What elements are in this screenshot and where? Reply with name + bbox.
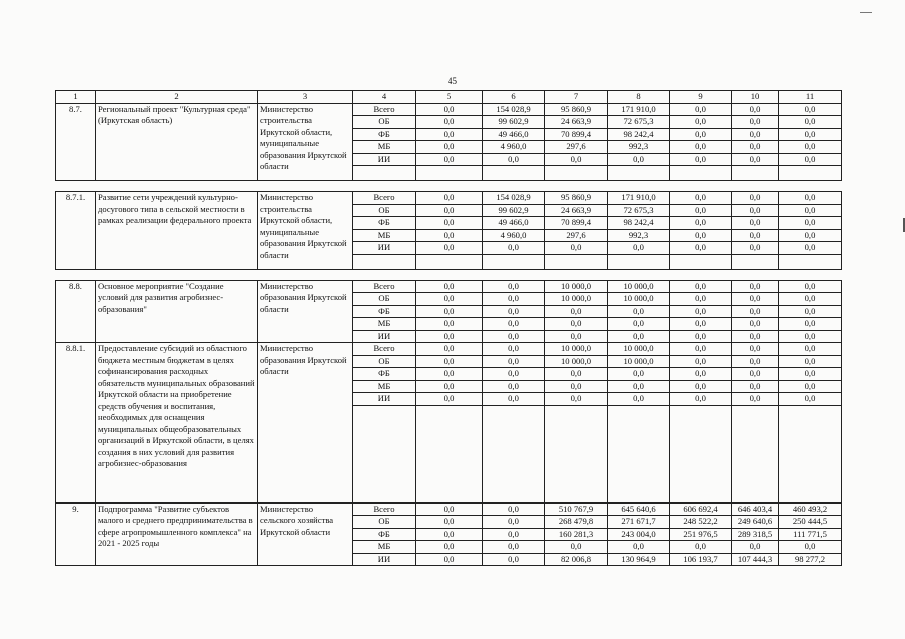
amount-cell: 0,0 (483, 541, 545, 554)
funding-source: ОБ (353, 116, 416, 129)
amount-cell: 4 960,0 (483, 141, 545, 154)
amount-cell: 249 640,6 (732, 516, 779, 529)
funding-source: ФБ (353, 217, 416, 230)
amount-cell: 24 663,9 (545, 116, 608, 129)
header-cell: 11 (779, 91, 842, 104)
section-executor: Министерство строительства Иркутской области, муниципальные образования Иркутской области (258, 192, 353, 270)
amount-cell: 0,0 (545, 368, 608, 381)
gap-cell (56, 181, 842, 192)
funding-source: ИИ (353, 330, 416, 343)
empty-cell (608, 254, 670, 269)
section-number: 8.7.1. (56, 192, 96, 270)
amount-cell: 0,0 (416, 355, 483, 368)
amount-cell: 0,0 (483, 553, 545, 566)
section-executor: Министерство сельского хозяйства Иркутской области (258, 503, 353, 566)
amount-cell: 4 960,0 (483, 229, 545, 242)
amount-cell: 0,0 (670, 128, 732, 141)
amount-cell: 0,0 (732, 541, 779, 554)
empty-cell (416, 166, 483, 181)
amount-cell: 0,0 (732, 368, 779, 381)
amount-cell: 0,0 (779, 343, 842, 356)
amount-cell: 0,0 (670, 368, 732, 381)
amount-cell: 0,0 (779, 229, 842, 242)
amount-cell: 10 000,0 (545, 343, 608, 356)
amount-cell: 0,0 (416, 503, 483, 516)
amount-cell: 0,0 (670, 229, 732, 242)
amount-cell: 0,0 (483, 318, 545, 331)
scan-artifact (860, 12, 872, 13)
section-number: 8.7. (56, 103, 96, 181)
amount-cell: 0,0 (670, 293, 732, 306)
section-number: 8.8.1. (56, 343, 96, 503)
funding-source: ОБ (353, 204, 416, 217)
amount-cell: 0,0 (670, 393, 732, 406)
amount-cell: 0,0 (545, 541, 608, 554)
funding-source: ОБ (353, 293, 416, 306)
amount-cell: 0,0 (416, 229, 483, 242)
empty-cell (670, 166, 732, 181)
amount-cell: 0,0 (779, 541, 842, 554)
funding-source: Всего (353, 343, 416, 356)
amount-cell: 154 028,9 (483, 103, 545, 116)
section-executor: Министерство образования Иркутской области (258, 343, 353, 503)
section-number: 9. (56, 503, 96, 566)
amount-cell: 0,0 (416, 116, 483, 129)
empty-cell (545, 254, 608, 269)
header-cell: 10 (732, 91, 779, 104)
amount-cell: 0,0 (779, 368, 842, 381)
amount-cell: 0,0 (779, 242, 842, 255)
amount-cell: 0,0 (732, 393, 779, 406)
amount-cell: 24 663,9 (545, 204, 608, 217)
amount-cell: 0,0 (779, 141, 842, 154)
empty-cell (353, 254, 416, 269)
amount-cell: 297,6 (545, 141, 608, 154)
amount-cell: 0,0 (483, 305, 545, 318)
amount-cell: 0,0 (779, 330, 842, 343)
section-executor: Министерство образования Иркутской области (258, 280, 353, 343)
amount-cell: 0,0 (483, 330, 545, 343)
amount-cell: 271 671,7 (608, 516, 670, 529)
amount-cell: 72 675,3 (608, 116, 670, 129)
amount-cell: 0,0 (608, 305, 670, 318)
amount-cell: 0,0 (779, 153, 842, 166)
amount-cell: 0,0 (483, 343, 545, 356)
empty-cell (483, 166, 545, 181)
empty-cell (670, 405, 732, 502)
amount-cell: 0,0 (416, 330, 483, 343)
amount-cell: 0,0 (545, 393, 608, 406)
amount-cell: 0,0 (732, 153, 779, 166)
amount-cell: 82 006,8 (545, 553, 608, 566)
amount-cell: 606 692,4 (670, 503, 732, 516)
funding-source: ОБ (353, 355, 416, 368)
header-cell: 3 (258, 91, 353, 104)
amount-cell: 0,0 (545, 318, 608, 331)
amount-cell: 0,0 (670, 192, 732, 205)
amount-cell: 0,0 (670, 204, 732, 217)
header-row (56, 91, 842, 104)
amount-cell: 10 000,0 (545, 280, 608, 293)
amount-cell: 0,0 (608, 242, 670, 255)
funding-source: ФБ (353, 305, 416, 318)
amount-cell: 0,0 (416, 192, 483, 205)
amount-cell: 0,0 (732, 293, 779, 306)
amount-cell: 0,0 (483, 153, 545, 166)
amount-cell: 0,0 (732, 141, 779, 154)
funding-source: ИИ (353, 393, 416, 406)
section-title: Подпрограмма "Развитие субъектов малого и среднего предпринимательства в сфере агропромышленного комплекса" на 2021 - 2025 годы (96, 503, 258, 566)
amount-cell: 0,0 (608, 380, 670, 393)
amount-cell: 0,0 (779, 204, 842, 217)
header-cell: 2 (96, 91, 258, 104)
amount-cell: 0,0 (483, 355, 545, 368)
empty-cell (779, 166, 842, 181)
amount-cell: 0,0 (416, 204, 483, 217)
header-cell: 9 (670, 91, 732, 104)
amount-cell: 0,0 (670, 343, 732, 356)
funding-source: ИИ (353, 553, 416, 566)
empty-cell (779, 405, 842, 502)
header-cell: 6 (483, 91, 545, 104)
amount-cell: 0,0 (732, 116, 779, 129)
amount-cell: 0,0 (416, 553, 483, 566)
amount-cell: 0,0 (416, 153, 483, 166)
amount-cell: 0,0 (483, 368, 545, 381)
amount-cell: 0,0 (483, 380, 545, 393)
empty-cell (779, 254, 842, 269)
header-cell: 7 (545, 91, 608, 104)
section-title: Развитие сети учреждений культурно-досугового типа в сельской местности в рамках реализации федерального проекта (96, 192, 258, 270)
amount-cell: 10 000,0 (608, 355, 670, 368)
amount-cell: 0,0 (608, 541, 670, 554)
funding-source: МБ (353, 380, 416, 393)
amount-cell: 0,0 (608, 330, 670, 343)
amount-cell: 154 028,9 (483, 192, 545, 205)
amount-cell: 0,0 (670, 103, 732, 116)
amount-cell: 0,0 (779, 355, 842, 368)
amount-cell: 0,0 (779, 380, 842, 393)
amount-cell: 0,0 (483, 528, 545, 541)
budget-table (55, 90, 842, 566)
amount-cell: 0,0 (732, 318, 779, 331)
amount-cell: 0,0 (670, 280, 732, 293)
funding-source: ИИ (353, 153, 416, 166)
empty-cell (608, 405, 670, 502)
amount-cell: 0,0 (416, 541, 483, 554)
section-title: Региональный проект "Культурная среда" (Иркутская область) (96, 103, 258, 181)
amount-cell: 0,0 (670, 153, 732, 166)
amount-cell: 95 860,9 (545, 192, 608, 205)
empty-cell (732, 166, 779, 181)
amount-cell: 0,0 (416, 103, 483, 116)
amount-cell: 0,0 (670, 541, 732, 554)
section-gap (56, 269, 842, 280)
empty-cell (545, 405, 608, 502)
amount-cell: 0,0 (416, 516, 483, 529)
funding-source: МБ (353, 541, 416, 554)
amount-cell: 0,0 (670, 217, 732, 230)
amount-cell: 171 910,0 (608, 103, 670, 116)
amount-cell: 0,0 (779, 393, 842, 406)
amount-cell: 0,0 (416, 217, 483, 230)
amount-cell: 70 899,4 (545, 217, 608, 230)
table-row (56, 503, 842, 516)
amount-cell: 0,0 (545, 380, 608, 393)
amount-cell: 98 242,4 (608, 128, 670, 141)
funding-source: Всего (353, 103, 416, 116)
funding-source: МБ (353, 318, 416, 331)
amount-cell: 0,0 (608, 368, 670, 381)
amount-cell: 0,0 (732, 192, 779, 205)
amount-cell: 111 771,5 (779, 528, 842, 541)
amount-cell: 0,0 (416, 393, 483, 406)
amount-cell: 0,0 (732, 217, 779, 230)
amount-cell: 645 640,6 (608, 503, 670, 516)
amount-cell: 0,0 (416, 293, 483, 306)
amount-cell: 171 910,0 (608, 192, 670, 205)
table-row (56, 103, 842, 116)
amount-cell: 510 767,9 (545, 503, 608, 516)
header-cell: 4 (353, 91, 416, 104)
amount-cell: 0,0 (732, 229, 779, 242)
amount-cell: 130 964,9 (608, 553, 670, 566)
amount-cell: 0,0 (779, 305, 842, 318)
amount-cell: 0,0 (608, 393, 670, 406)
amount-cell: 0,0 (779, 128, 842, 141)
amount-cell: 0,0 (416, 380, 483, 393)
amount-cell: 0,0 (732, 380, 779, 393)
amount-cell: 49 466,0 (483, 128, 545, 141)
amount-cell: 268 479,8 (545, 516, 608, 529)
funding-source: ФБ (353, 528, 416, 541)
amount-cell: 106 193,7 (670, 553, 732, 566)
amount-cell: 0,0 (779, 217, 842, 230)
table-row (56, 280, 842, 293)
amount-cell: 99 602,9 (483, 204, 545, 217)
empty-cell (670, 254, 732, 269)
funding-source: ИИ (353, 242, 416, 255)
amount-cell: 0,0 (545, 305, 608, 318)
amount-cell: 0,0 (545, 153, 608, 166)
header-cell: 8 (608, 91, 670, 104)
empty-cell (353, 166, 416, 181)
amount-cell: 99 602,9 (483, 116, 545, 129)
amount-cell: 297,6 (545, 229, 608, 242)
amount-cell: 0,0 (732, 103, 779, 116)
gap-cell (56, 269, 842, 280)
empty-cell (732, 254, 779, 269)
amount-cell: 0,0 (416, 280, 483, 293)
amount-cell: 0,0 (416, 242, 483, 255)
amount-cell: 0,0 (545, 242, 608, 255)
amount-cell: 289 318,5 (732, 528, 779, 541)
header-cell: 5 (416, 91, 483, 104)
funding-source: Всего (353, 503, 416, 516)
amount-cell: 0,0 (416, 141, 483, 154)
amount-cell: 10 000,0 (545, 355, 608, 368)
table-row (56, 343, 842, 356)
amount-cell: 0,0 (732, 330, 779, 343)
amount-cell: 0,0 (670, 318, 732, 331)
amount-cell: 0,0 (545, 330, 608, 343)
amount-cell: 0,0 (732, 355, 779, 368)
amount-cell: 10 000,0 (608, 280, 670, 293)
amount-cell: 243 004,0 (608, 528, 670, 541)
empty-cell (483, 254, 545, 269)
amount-cell: 0,0 (416, 305, 483, 318)
amount-cell: 0,0 (483, 503, 545, 516)
amount-cell: 0,0 (483, 293, 545, 306)
amount-cell: 646 403,4 (732, 503, 779, 516)
empty-cell (416, 254, 483, 269)
amount-cell: 0,0 (416, 318, 483, 331)
amount-cell: 0,0 (670, 116, 732, 129)
amount-cell: 0,0 (670, 305, 732, 318)
amount-cell: 107 444,3 (732, 553, 779, 566)
funding-source: ФБ (353, 128, 416, 141)
amount-cell: 0,0 (416, 528, 483, 541)
empty-cell (483, 405, 545, 502)
amount-cell: 0,0 (416, 368, 483, 381)
amount-cell: 992,3 (608, 141, 670, 154)
empty-cell (545, 166, 608, 181)
amount-cell: 10 000,0 (608, 343, 670, 356)
funding-source: МБ (353, 141, 416, 154)
amount-cell: 0,0 (670, 380, 732, 393)
empty-cell (608, 166, 670, 181)
amount-cell: 250 444,5 (779, 516, 842, 529)
amount-cell: 0,0 (732, 305, 779, 318)
amount-cell: 0,0 (483, 393, 545, 406)
amount-cell: 0,0 (670, 330, 732, 343)
amount-cell: 0,0 (779, 293, 842, 306)
amount-cell: 248 522,2 (670, 516, 732, 529)
section-title: Основное мероприятие "Создание условий для развития агробизнес-образования" (96, 280, 258, 343)
amount-cell: 0,0 (732, 280, 779, 293)
section-gap (56, 181, 842, 192)
funding-source: МБ (353, 229, 416, 242)
amount-cell: 0,0 (779, 280, 842, 293)
section-executor: Министерство строительства Иркутской области, муниципальные образования Иркутской области (258, 103, 353, 181)
empty-cell (353, 405, 416, 502)
amount-cell: 251 976,5 (670, 528, 732, 541)
amount-cell: 460 493,2 (779, 503, 842, 516)
section-number: 8.8. (56, 280, 96, 343)
table-row (56, 192, 842, 205)
amount-cell: 0,0 (608, 153, 670, 166)
funding-source: ФБ (353, 368, 416, 381)
amount-cell: 70 899,4 (545, 128, 608, 141)
amount-cell: 98 242,4 (608, 217, 670, 230)
amount-cell: 10 000,0 (608, 293, 670, 306)
empty-cell (732, 405, 779, 502)
amount-cell: 160 281,3 (545, 528, 608, 541)
amount-cell: 0,0 (608, 318, 670, 331)
amount-cell: 49 466,0 (483, 217, 545, 230)
amount-cell: 0,0 (779, 103, 842, 116)
funding-source: Всего (353, 192, 416, 205)
amount-cell: 0,0 (483, 280, 545, 293)
amount-cell: 0,0 (779, 318, 842, 331)
amount-cell: 0,0 (483, 516, 545, 529)
amount-cell: 0,0 (732, 128, 779, 141)
amount-cell: 10 000,0 (545, 293, 608, 306)
amount-cell: 0,0 (416, 343, 483, 356)
empty-cell (416, 405, 483, 502)
amount-cell: 0,0 (779, 192, 842, 205)
amount-cell: 0,0 (670, 355, 732, 368)
page-number: 45 (448, 76, 457, 86)
amount-cell: 0,0 (416, 128, 483, 141)
amount-cell: 0,0 (732, 242, 779, 255)
section-title: Предоставление субсидий из областного бюджета местным бюджетам в целях софинансирования расходных обязательств муниципальных образований Иркутской области на приобретение средств обучения и воспитания, необходимых для оснащения муниципальных общеобразовательных организаций в Иркутской области, в целях создания в них условий для развития агробизнес-образования (96, 343, 258, 503)
amount-cell: 0,0 (779, 116, 842, 129)
amount-cell: 992,3 (608, 229, 670, 242)
amount-cell: 72 675,3 (608, 204, 670, 217)
amount-cell: 95 860,9 (545, 103, 608, 116)
amount-cell: 0,0 (732, 204, 779, 217)
amount-cell: 98 277,2 (779, 553, 842, 566)
header-cell: 1 (56, 91, 96, 104)
amount-cell: 0,0 (732, 343, 779, 356)
funding-source: Всего (353, 280, 416, 293)
amount-cell: 0,0 (670, 242, 732, 255)
amount-cell: 0,0 (483, 242, 545, 255)
funding-source: ОБ (353, 516, 416, 529)
amount-cell: 0,0 (670, 141, 732, 154)
